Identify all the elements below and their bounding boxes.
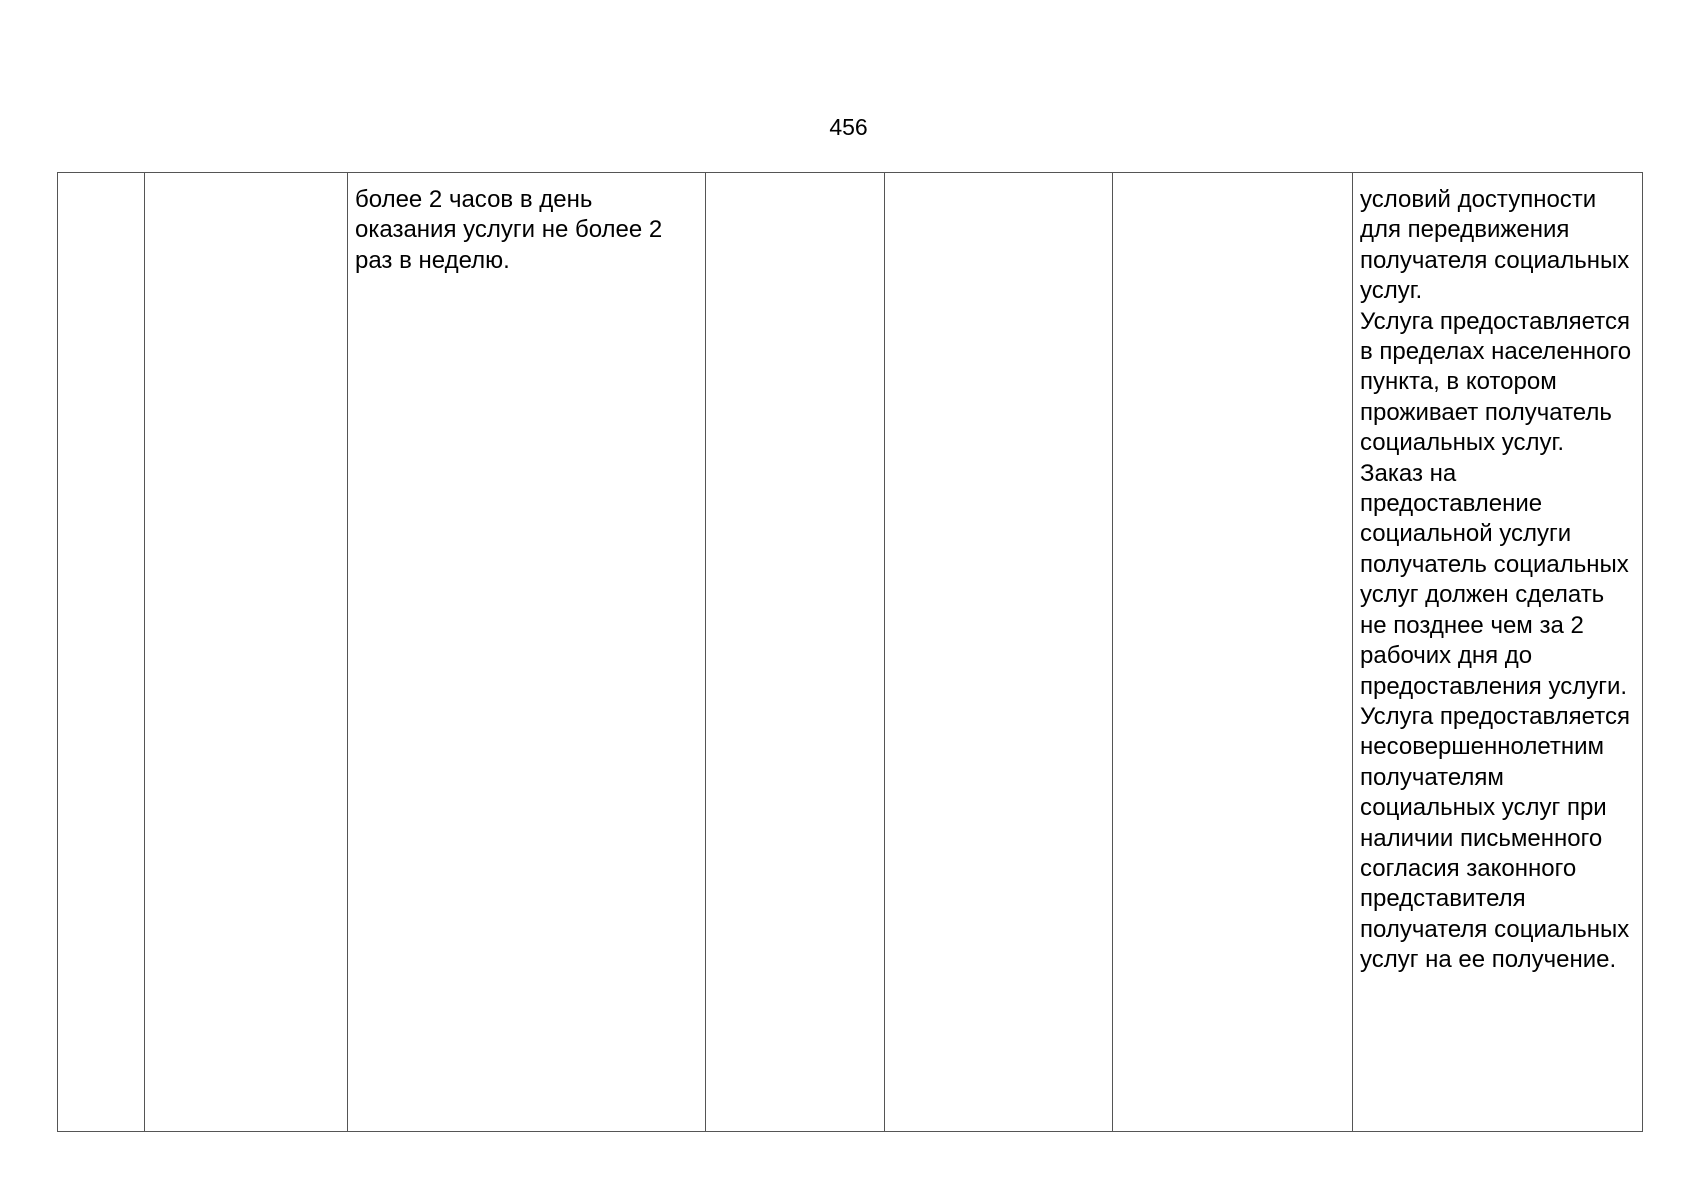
table-cell-col-4 bbox=[706, 173, 885, 1132]
cell-paragraph: Услуга предоставляется несовершеннолетним получателям социальных услуг при наличии письменного согласия законного представителя получателя социальных услуг на ее получение. bbox=[1360, 702, 1630, 974]
cell-paragraph: условий доступности для передвижения получателя социальных услуг. bbox=[1360, 186, 1630, 305]
cell-text bbox=[355, 185, 698, 276]
page-number: 456 bbox=[829, 114, 868, 140]
cell-paragraph: Услуга предоставляется в пределах населенного пункта, в котором проживает получатель социальных услуг. bbox=[1360, 307, 1632, 457]
table-cell-col-3 bbox=[348, 173, 706, 1132]
table-cell-col-2 bbox=[145, 173, 348, 1132]
document-table bbox=[57, 172, 1643, 1132]
table-row bbox=[58, 173, 1643, 1132]
cell-paragraph: более 2 часов в день оказания услуги не более 2 раз в неделю. bbox=[355, 186, 663, 274]
table-cell-col-7 bbox=[1353, 173, 1643, 1132]
table-cell-col-5 bbox=[885, 173, 1113, 1132]
table-cell-col-1 bbox=[58, 173, 145, 1132]
table-cell-col-6 bbox=[1113, 173, 1353, 1132]
cell-text bbox=[1360, 185, 1635, 976]
cell-paragraph: Заказ на предоставление социальной услуги получатель социальных услуг должен сделать не позднее чем за 2 рабочих дня до предоставления услуги. bbox=[1360, 459, 1629, 700]
